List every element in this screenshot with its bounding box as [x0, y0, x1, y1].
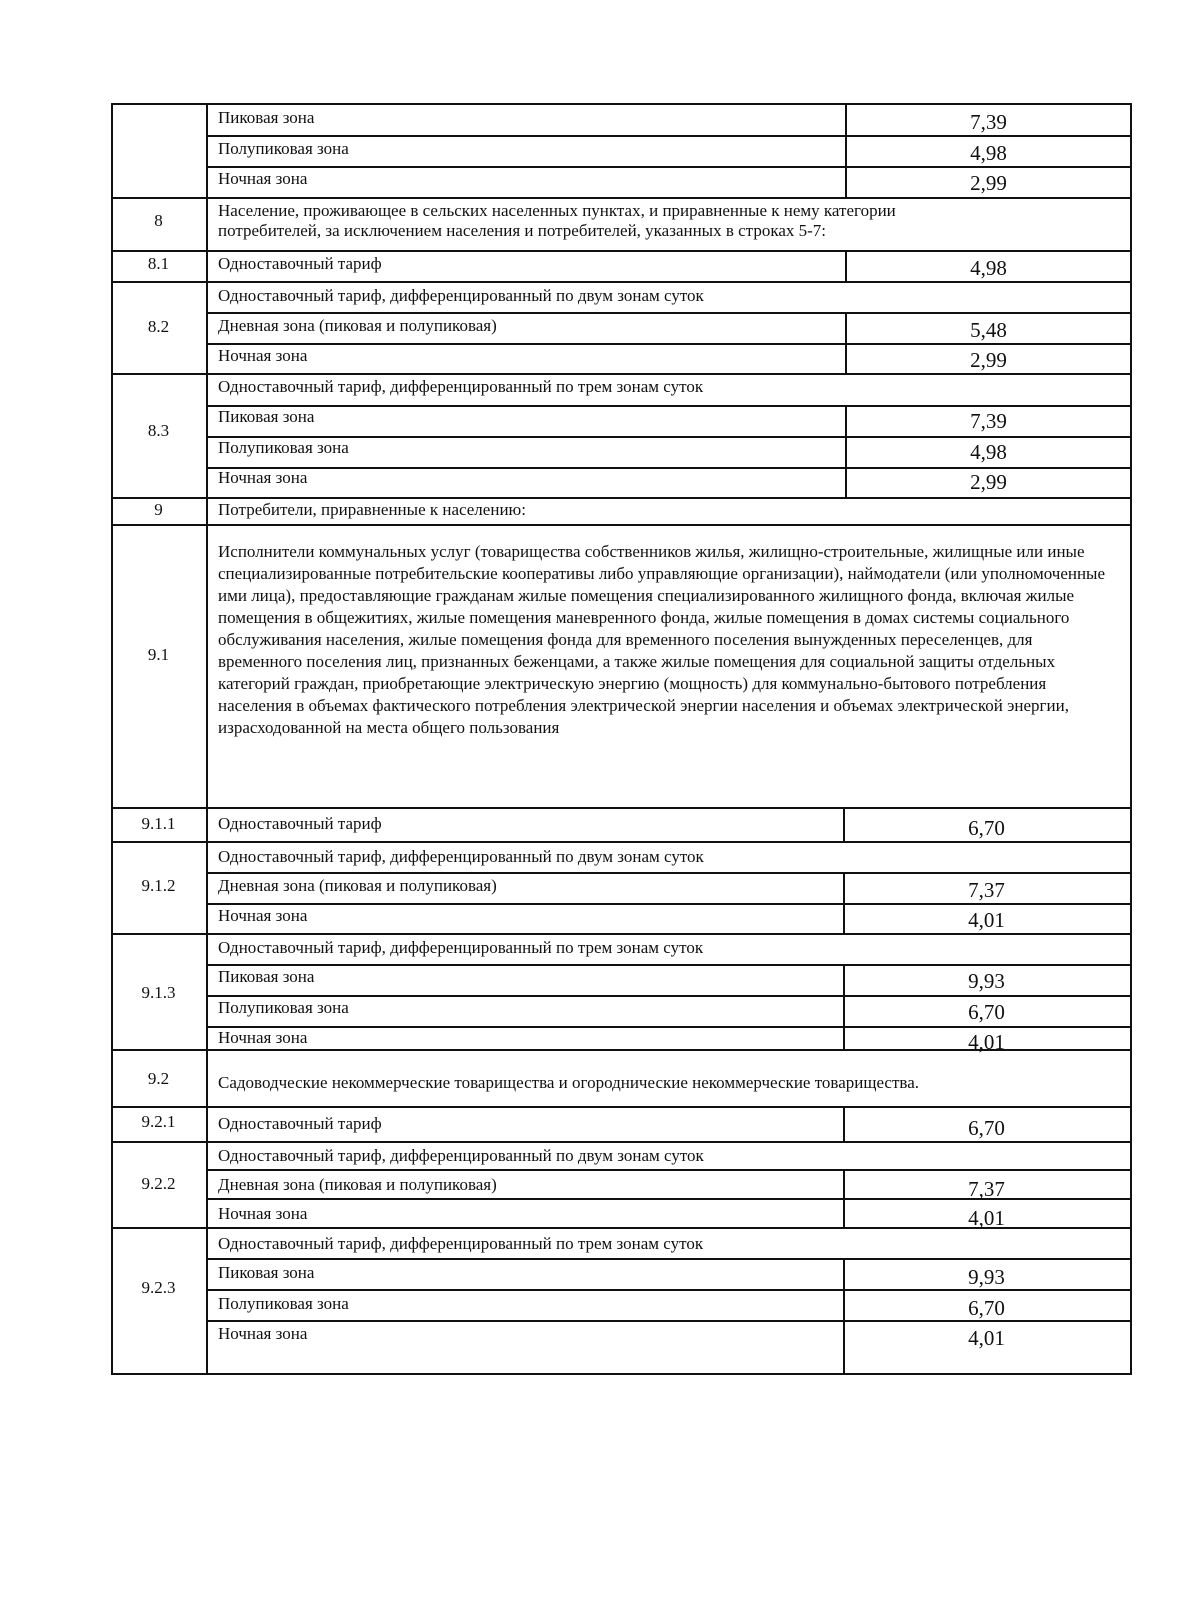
row-header: Одноставочный тариф, дифференцированный по двум зонам суток — [218, 286, 704, 305]
row-label: Ночная зона — [218, 346, 308, 365]
tariff-value: 2,99 — [970, 348, 1007, 372]
table-rule — [207, 1026, 1132, 1028]
tariff-value: 4,01 — [968, 1030, 1005, 1054]
tariff-value: 7,37 — [968, 1177, 1005, 1201]
row-header: Одноставочный тариф, дифференцированный по трем зонам суток — [218, 377, 704, 396]
table-rule — [206, 103, 208, 1375]
table-rule — [111, 197, 1132, 199]
row-number: 8 — [154, 211, 163, 230]
row-label: Полупиковая зона — [218, 438, 349, 457]
row-label: Дневная зона (пиковая и полупиковая) — [218, 316, 497, 335]
row-label: Ночная зона — [218, 169, 308, 188]
table-rule — [111, 933, 1132, 935]
tariff-value: 5,48 — [970, 318, 1007, 342]
row-number: 8.1 — [147, 254, 170, 273]
row-number: 9.1.2 — [141, 876, 176, 895]
table-rule — [207, 467, 1132, 469]
table-rule — [111, 1106, 1132, 1108]
table-rule — [207, 405, 1132, 407]
table-rule — [111, 524, 1132, 526]
row-label: Одноставочный тариф — [218, 254, 382, 273]
table-rule — [111, 1373, 1132, 1375]
row-label: Полупиковая зона — [218, 139, 349, 158]
row-label: Ночная зона — [218, 1028, 308, 1047]
tariff-table — [111, 103, 1132, 1375]
row-label: Полупиковая зона — [218, 998, 349, 1017]
tariff-value: 4,98 — [970, 141, 1007, 165]
row-number: 9 — [154, 500, 163, 519]
row-label: Пиковая зона — [218, 108, 315, 127]
section-title: Садоводческие некоммерческие товарищества и огороднические некоммерческие товарищества. — [218, 1073, 919, 1092]
row-label: Одноставочный тариф — [218, 1114, 382, 1133]
section-description: Исполнители коммунальных услуг (товарищества собственников жилья, жилищно-строительные, жилищные или иные специализированные потребительские кооперативы либо управляющие организации), наймодатели (или уполномоченные ими лица), предоставляющие гражданам жилые помещения специализированного жилищного фонда, включая жилые помещения в общежитиях, жилые помещения маневренного фонда, жилые помещения в домах системы социального обслуживания населения, жилые помещения фонда для временного поселения вынужденных переселенцев, для временного поселения лиц, признанных беженцами, а также жилые помещения для социальной защиты отдельных категорий граждан, приобретающие электрическую энергию (мощность) для коммунально-бытового потребления населения в объемах фактического потребления электрической энергии населения и объемах электрической энергии, израсходованной на места общего пользования — [218, 542, 1106, 737]
tariff-value: 7,39 — [970, 409, 1007, 433]
table-rule — [207, 995, 1132, 997]
row-label: Пиковая зона — [218, 407, 315, 426]
table-rule — [207, 903, 1132, 905]
tariff-value: 2,99 — [970, 171, 1007, 195]
table-rule — [111, 103, 1132, 105]
table-rule — [207, 343, 1132, 345]
tariff-value: 9,93 — [968, 1265, 1005, 1289]
table-rule — [207, 1169, 1132, 1171]
row-number: 8.3 — [147, 421, 170, 440]
row-label: Полупиковая зона — [218, 1294, 349, 1313]
row-header: Одноставочный тариф, дифференцированный по трем зонам суток — [218, 1234, 704, 1253]
table-rule — [111, 250, 1132, 252]
tariff-value: 6,70 — [968, 1296, 1005, 1320]
tariff-value: 4,01 — [968, 1206, 1005, 1230]
table-rule — [207, 1258, 1132, 1260]
row-label: Дневная зона (пиковая и полупиковая) — [218, 1175, 497, 1194]
row-header: Одноставочный тариф, дифференцированный по двум зонам суток — [218, 847, 704, 866]
tariff-value: 7,37 — [968, 878, 1005, 902]
row-header: Одноставочный тариф, дифференцированный по трем зонам суток — [218, 938, 704, 957]
tariff-value: 6,70 — [968, 816, 1005, 840]
row-number: 9.2 — [147, 1069, 170, 1088]
tariff-value: 4,98 — [970, 256, 1007, 280]
row-label: Ночная зона — [218, 468, 308, 487]
row-label: Ночная зона — [218, 1204, 308, 1223]
tariff-value: 9,93 — [968, 969, 1005, 993]
tariff-value: 4,98 — [970, 440, 1007, 464]
table-rule — [111, 1141, 1132, 1143]
section-title: Потребители, приравненные к населению: — [218, 500, 526, 519]
table-rule — [207, 135, 1132, 137]
row-number: 8.2 — [147, 317, 170, 336]
tariff-value: 6,70 — [968, 1116, 1005, 1140]
row-number: 9.1.3 — [141, 983, 176, 1002]
row-number: 9.2.3 — [141, 1278, 176, 1297]
row-number: 9.2.1 — [141, 1112, 176, 1131]
tariff-value: 2,99 — [970, 470, 1007, 494]
table-rule — [207, 1320, 1132, 1322]
row-label: Ночная зона — [218, 906, 308, 925]
tariff-value: 7,39 — [970, 110, 1007, 134]
table-rule — [111, 497, 1132, 499]
table-rule — [207, 1289, 1132, 1291]
row-label: Дневная зона (пиковая и полупиковая) — [218, 876, 497, 895]
row-label: Пиковая зона — [218, 1263, 315, 1282]
table-rule — [207, 166, 1132, 168]
table-rule — [1130, 103, 1132, 1375]
row-number: 9.1 — [147, 645, 170, 664]
table-rule — [111, 281, 1132, 283]
row-header: Одноставочный тариф, дифференцированный по двум зонам суток — [218, 1146, 704, 1165]
section-title: потребителей, за исключением населения и потребителей, указанных в строках 5-7: — [218, 221, 826, 240]
row-number: 9.1.1 — [141, 814, 176, 833]
table-rule — [111, 807, 1132, 809]
table-rule — [207, 872, 1132, 874]
row-label: Пиковая зона — [218, 967, 315, 986]
tariff-value: 4,01 — [968, 908, 1005, 932]
section-title: Население, проживающее в сельских населенных пунктах, и приравненные к нему категории — [218, 201, 896, 220]
table-rule — [207, 964, 1132, 966]
tariff-value: 4,01 — [968, 1326, 1005, 1350]
table-rule — [111, 841, 1132, 843]
table-rule — [207, 312, 1132, 314]
table-rule — [111, 373, 1132, 375]
row-label: Одноставочный тариф — [218, 814, 382, 833]
tariff-value: 6,70 — [968, 1000, 1005, 1024]
row-number: 9.2.2 — [141, 1174, 176, 1193]
row-label: Ночная зона — [218, 1324, 308, 1343]
